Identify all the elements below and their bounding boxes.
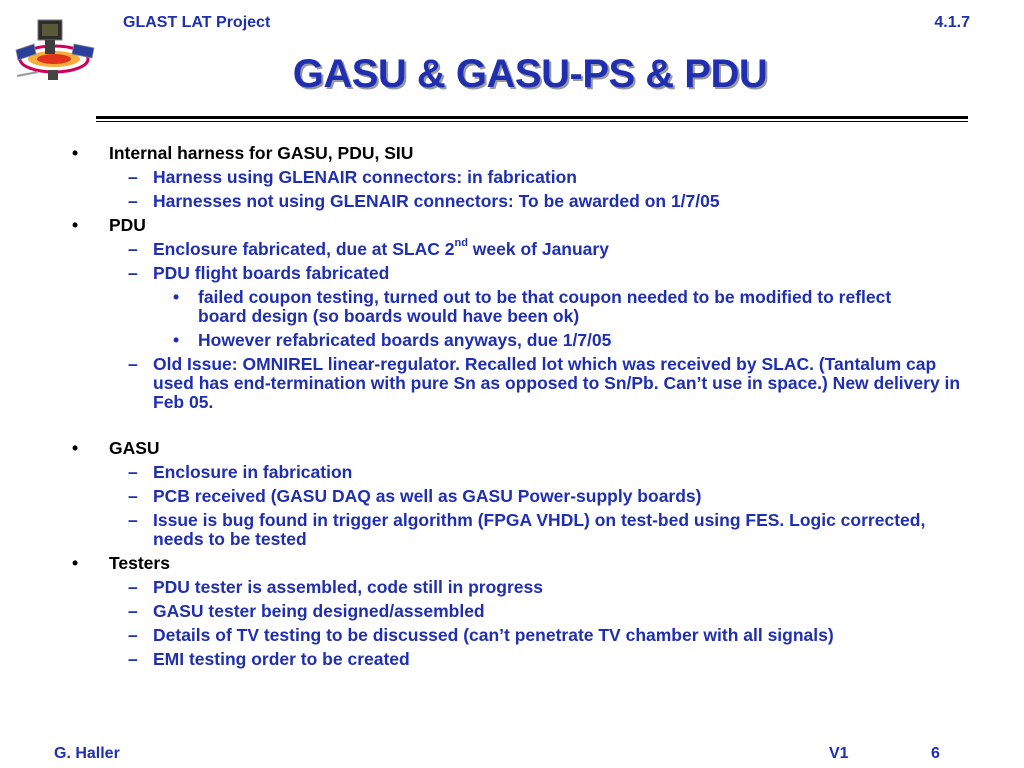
bullet-marker: • (72, 215, 79, 235)
bullet-internal-harness (0, 144, 1024, 163)
dash-marker: – (128, 263, 138, 283)
sub-bullet (0, 264, 1024, 283)
sub-bullet (0, 168, 1024, 187)
dash-marker: – (128, 649, 138, 669)
sub-bullet (0, 487, 1024, 506)
dash-marker: – (128, 486, 138, 506)
bullet-marker: • (72, 143, 79, 163)
sub-bullet-text: PCB received (GASU DAQ as well as GASU Power-supply boards) (153, 486, 702, 506)
slide-title: GASU & GASU-PS & PDU (292, 52, 768, 96)
sub-sub-bullet (0, 331, 1024, 350)
page-number: 6 (931, 745, 940, 762)
dash-marker: – (128, 354, 138, 374)
slide-body (0, 144, 1024, 674)
superscript: nd (454, 237, 468, 250)
dash-marker: – (128, 577, 138, 597)
sub-bullet (0, 355, 1024, 412)
sub-bullet-text: EMI testing order to be created (153, 649, 410, 669)
sub-sub-bullet-text: failed coupon testing, turned out to be that coupon needed to be modified to reflect board design (so boards would have been ok) (198, 287, 892, 326)
bullet-marker: • (72, 438, 79, 458)
section-number: 4.1.7 (934, 14, 970, 31)
project-label: GLAST LAT Project (123, 14, 271, 31)
dash-marker: – (128, 601, 138, 621)
dash-marker: – (128, 462, 138, 482)
bullet-testers (0, 554, 1024, 573)
sub-bullet (0, 192, 1024, 211)
sub-bullet-text: Details of TV testing to be discussed (can’t penetrate TV chamber with all signals) (153, 625, 834, 645)
sub-bullet (0, 602, 1024, 621)
bullet-text: GASU (109, 438, 160, 458)
version-label: V1 (829, 745, 849, 762)
title-rule-thin (96, 121, 968, 122)
sub-bullet-text: Issue is bug found in trigger algorithm (FPGA VHDL) on test-bed using FES. Logic corrected, needs to be tested (153, 510, 926, 549)
bullet-gasu (0, 439, 1024, 458)
sub-bullet (0, 578, 1024, 597)
sub-bullet-text: PDU flight boards fabricated (153, 263, 390, 283)
dash-marker: – (128, 167, 138, 187)
dash-marker: – (128, 510, 138, 530)
text-part: Enclosure fabricated, due at SLAC 2 (153, 239, 455, 259)
bullet-text: Testers (109, 553, 170, 573)
sub-bullet-text: Harnesses not using GLENAIR connectors: To be awarded on 1/7/05 (153, 191, 720, 211)
sub-sub-bullet-text: However refabricated boards anyways, due 1/7/05 (198, 330, 612, 350)
sub-bullet-text: Old Issue: OMNIREL linear-regulator. Recalled lot which was received by SLAC. (Tantalum cap used has end-termination with pure Sn as opposed to Sn/Pb. Can’t use in space.) New delivery in Feb 05. (153, 354, 961, 412)
dash-marker: – (128, 239, 138, 259)
sub-bullet (0, 237, 1024, 259)
title-rule (96, 116, 968, 119)
sub-bullet-text: Enclosure in fabrication (153, 462, 353, 482)
sub-bullet (0, 626, 1024, 645)
sub-bullet-text: PDU tester is assembled, code still in progress (153, 577, 543, 597)
dash-marker: – (128, 625, 138, 645)
sub-bullet-text (153, 239, 609, 259)
sub-bullet (0, 650, 1024, 669)
bullet-pdu (0, 216, 1024, 235)
spacer (0, 417, 1024, 439)
bullet-marker: • (72, 553, 79, 573)
bullet-marker: • (173, 287, 180, 307)
sub-bullet (0, 463, 1024, 482)
dash-marker: – (128, 191, 138, 211)
text-part: week of January (467, 239, 609, 259)
sub-bullet-text: Harness using GLENAIR connectors: in fabrication (153, 167, 577, 187)
author-label: G. Haller (54, 745, 120, 762)
sub-sub-bullet (0, 288, 1024, 326)
sub-bullet-text: GASU tester being designed/assembled (153, 601, 485, 621)
bullet-marker: • (173, 330, 180, 350)
bullet-text: Internal harness for GASU, PDU, SIU (109, 143, 414, 163)
sub-bullet (0, 511, 1024, 549)
bullet-text: PDU (109, 215, 146, 235)
